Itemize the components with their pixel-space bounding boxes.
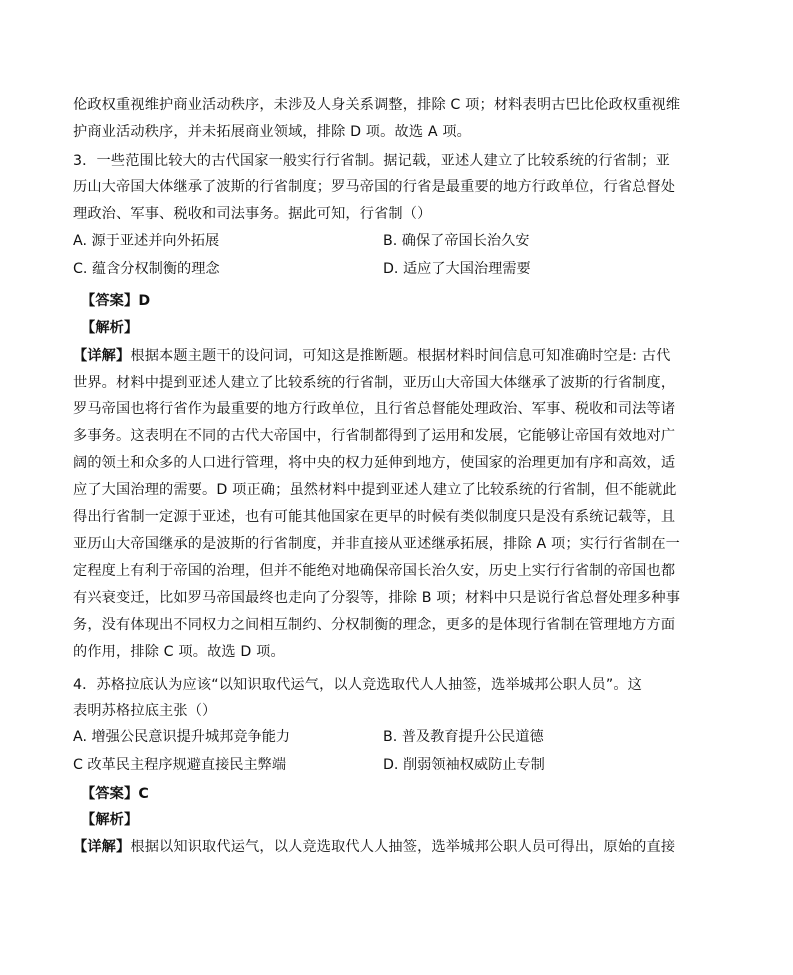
answer-value: C xyxy=(138,786,149,802)
question-3-detail-line xyxy=(73,346,733,366)
question-3-detail-line: 得出行省制一定源于亚述，也有可能其他国家在更早的时候有类似制度只是没有系统记载等，且 xyxy=(73,509,676,525)
question-3-option-b: B. 确保了帝国长治久安 xyxy=(383,233,530,249)
question-3-answer xyxy=(81,291,741,311)
question-3-option-a: A. 源于亚述并向外拓展 xyxy=(73,233,220,249)
question-4-option-a: A. 增强公民意识提升城邦竞争能力 xyxy=(73,729,291,745)
question-3-detail-line: 亚历山大帝国继承的是波斯的行省制度，并非直接从亚述继承拓展，排除 A 项；实行行省制在一 xyxy=(73,536,681,552)
question-3-detail-line: 世界。材料中提到亚述人建立了比较系统的行省制，亚历山大帝国大体继承了波斯的行省制度， xyxy=(73,375,676,391)
question-4-detail-line xyxy=(73,837,733,857)
detail-label: 【详解】 xyxy=(73,348,131,364)
question-4-analysis-label xyxy=(81,810,741,830)
answer-label: 【答案】 xyxy=(81,786,139,802)
question-4-option-c: C 改革民主程序规避直接民主弊端 xyxy=(73,757,287,773)
analysis-label: 【解析】 xyxy=(81,320,139,336)
question-3-detail-line: 的作用，排除 C 项。故选 D 项。 xyxy=(73,644,285,660)
question-3-detail-line: 罗马帝国也将行省作为最重要的地方行政单位，且行省总督能处理政治、军事、税收和司法等诸 xyxy=(73,401,676,417)
question-3-detail-line: 阔的领土和众多的人口进行管理，将中央的权力延伸到地方，使国家的治理更加有序和高效，适 xyxy=(73,455,676,471)
text-line: 伦政权重视维护商业活动秩序，未涉及人身关系调整，排除 C 项；材料表明古巴比伦政权重视维 xyxy=(73,97,681,113)
question-3-analysis-label xyxy=(81,318,741,338)
question-4-option-d: D. 削弱领袖权威防止专制 xyxy=(383,757,545,773)
question-3-detail-line: 定程度上有利于帝国的治理，但并不能绝对地确保帝国长治久安，历史上实行行省制的帝国也都 xyxy=(73,563,676,579)
detail-text: 根据本题主题干的设问词，可知这是推断题。根据材料时间信息可知准确时空是: 古代 xyxy=(130,348,671,364)
question-3-detail-line: 应了大国治理的需要。D 项正确；虽然材料中提到亚述人建立了比较系统的行省制，但不能就此 xyxy=(73,482,677,498)
question-4-option-b: B. 普及教育提升公民道德 xyxy=(383,729,544,745)
question-3-option-d: D. 适应了大国治理需要 xyxy=(383,261,531,277)
analysis-label: 【解析】 xyxy=(81,812,139,828)
question-4-stem-line: 4．苏格拉底认为应该“以知识取代运气，以人竞选取代人人抽签，选举城邦公职人员”。这 xyxy=(73,677,643,693)
text-line: 护商业活动秩序，并未拓展商业领域，排除 D 项。故选 A 项。 xyxy=(73,124,472,140)
question-3-option-c: C. 蕴含分权制衡的理念 xyxy=(73,261,220,277)
question-3-detail-line: 多事务。这表明在不同的古代大帝国中，行省制都得到了运用和发展，它能够让帝国有效地对广 xyxy=(73,428,676,444)
question-3-stem-line: 3．一些范围比较大的古代国家一般实行行省制。据记载，亚述人建立了比较系统的行省制；亚 xyxy=(73,153,671,169)
question-3-detail-line: 务，没有体现出不同权力之间相互制约、分权制衡的理念，更多的是体现行省制在管理地方方面 xyxy=(73,617,676,633)
answer-value: D xyxy=(138,293,151,309)
question-3-stem-line: 理政治、军事、税收和司法事务。据此可知，行省制（） xyxy=(73,206,432,222)
detail-label: 【详解】 xyxy=(73,839,131,855)
question-4-answer xyxy=(81,784,741,804)
detail-text: 根据以知识取代运气，以人竞选取代人人抽签，选举城邦公职人员可得出，原始的直接 xyxy=(130,839,676,855)
question-4-stem-line: 表明苏格拉底主张（） xyxy=(73,703,217,719)
question-3-detail-line: 有兴衰变迁，比如罗马帝国最终也走向了分裂等，排除 B 项；材料中只是说行省总督处理多种事 xyxy=(73,590,681,606)
answer-label: 【答案】 xyxy=(81,293,139,309)
question-3-stem-line: 历山大帝国大体继承了波斯的行省制度；罗马帝国的行省是最重要的地方行政单位，行省总督处 xyxy=(73,179,676,195)
